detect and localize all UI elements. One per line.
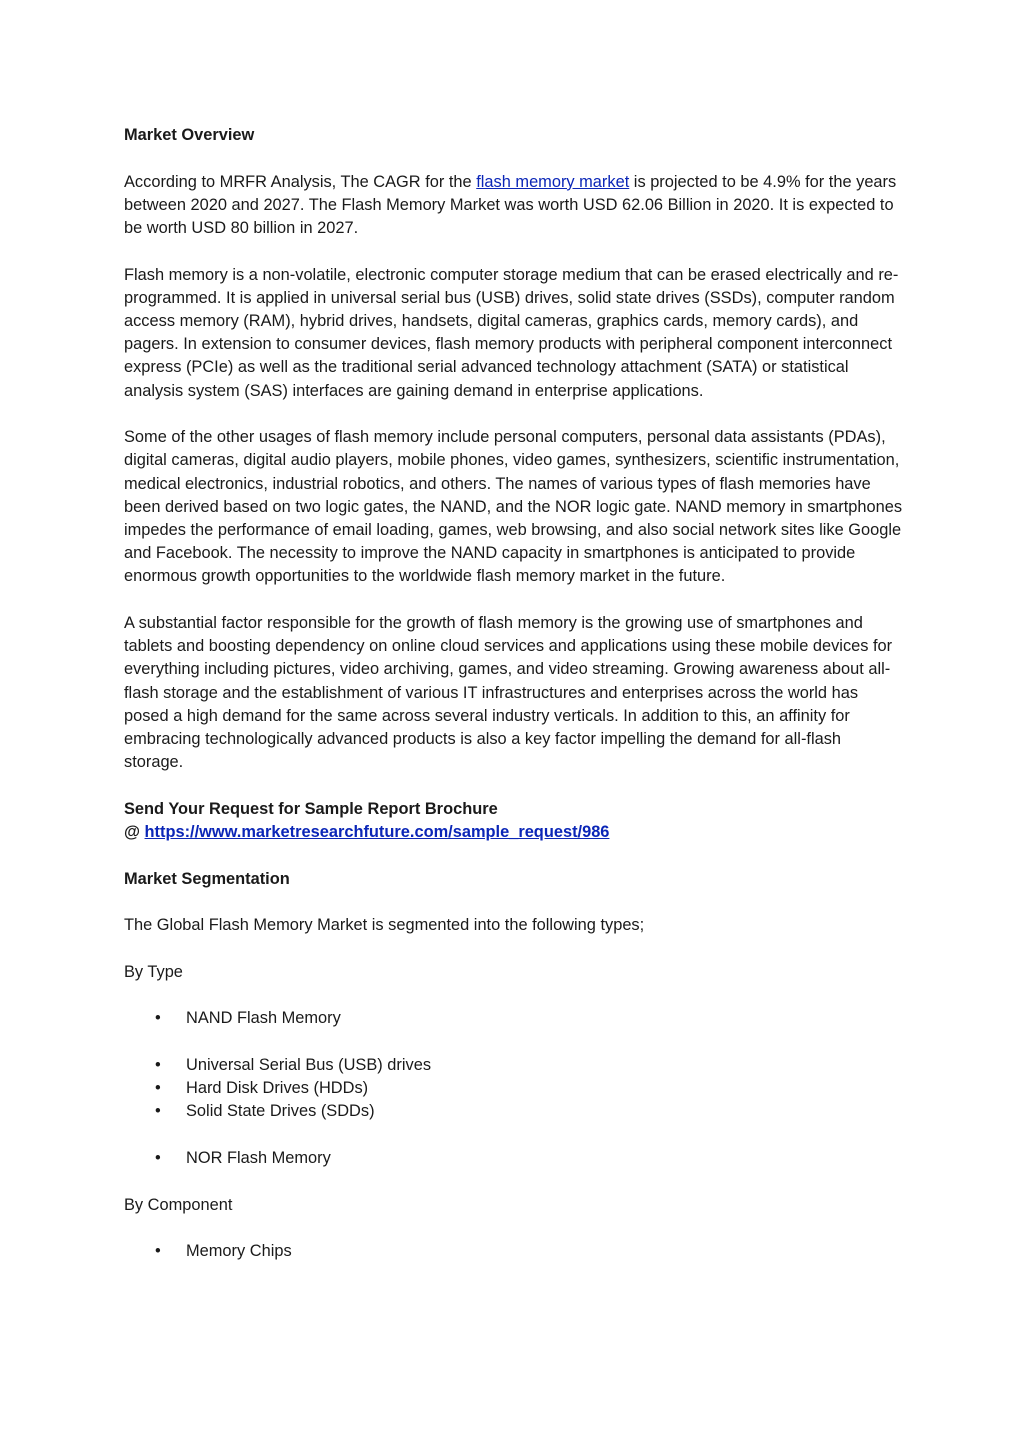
- market-segmentation-heading: Market Segmentation: [124, 869, 290, 888]
- spacer: [124, 984, 904, 1007]
- flash-memory-market-link[interactable]: flash memory market: [476, 172, 630, 191]
- spacer: [124, 1031, 904, 1054]
- by-type-label: By Type: [124, 962, 183, 981]
- component-list-group-1: [124, 1240, 904, 1263]
- list-item: [124, 1007, 904, 1030]
- segmentation-intro: The Global Flash Memory Market is segmented into the following types;: [124, 916, 645, 935]
- sample-request-line: [124, 821, 904, 844]
- type-list-group-2: [124, 1054, 904, 1124]
- bullet-icon: •: [155, 1009, 161, 1028]
- spacer: [124, 891, 904, 914]
- by-component-label: By Component: [124, 1195, 233, 1214]
- type-list-group-1: [124, 1007, 904, 1030]
- overview-paragraph-2: Flash memory is a non-volatile, electronic computer storage medium that can be erased electrically and re-programmed. It is applied in universal serial bus (USB) drives, solid state drives (SSDs), computer random access memory (RAM), hybrid drives, handsets, digital cameras, graphics cards, memory cards), and pagers. In extension to consumer devices, flash memory products with peripheral component interconnect express (PCIe) as well as the traditional serial advanced technology attachment (SATA) or statistical analysis system (SAS) interfaces are gaining demand in enterprise applications.: [124, 265, 899, 400]
- list-item-text: Solid State Drives (SDDs): [186, 1102, 375, 1121]
- spacer: [124, 1170, 904, 1193]
- spacer: [124, 937, 904, 960]
- bullet-icon: •: [155, 1149, 161, 1167]
- spacer: [124, 844, 904, 867]
- bullet-icon: •: [155, 1079, 161, 1098]
- list-item-text: NOR Flash Memory: [186, 1149, 331, 1167]
- sample-request-prefix: @: [124, 823, 145, 842]
- list-item: [124, 1240, 904, 1263]
- spacer: [124, 1124, 904, 1147]
- spacer: [124, 240, 904, 263]
- list-item: [124, 1054, 904, 1077]
- bullet-icon: •: [155, 1242, 161, 1261]
- overview-paragraph-3: Some of the other usages of flash memory include personal computers, personal data assistants (PDAs), digital cameras, digital audio players, mobile phones, video games, synthesizers, scientific instrumentation, medical electronics, industrial robotics, and others. The names of various types of flash memories have been derived based on two logic gates, the NAND, and the NOR logic gate. NAND memory in smartphones impedes the performance of email loading, games, web browsing, and also social network sites like Google and Facebook. The necessity to improve the NAND capacity in smartphones is anticipated to provide enormous growth opportunities to the worldwide flash memory market in the future.: [124, 428, 903, 586]
- list-item-text: Universal Serial Bus (USB) drives: [186, 1056, 432, 1074]
- sample-request-link[interactable]: https://www.marketresearchfuture.com/sample_request/986: [144, 823, 610, 842]
- spacer: [124, 403, 904, 426]
- list-item-text: Hard Disk Drives (HDDs): [186, 1079, 369, 1098]
- list-item-text: NAND Flash Memory: [186, 1009, 341, 1028]
- list-item: [124, 1100, 904, 1123]
- spacer: [124, 589, 904, 612]
- market-overview-heading: Market Overview: [124, 126, 255, 144]
- document-page: [124, 124, 904, 1263]
- list-item: [124, 1147, 904, 1170]
- list-item-text: Memory Chips: [186, 1242, 292, 1261]
- bullet-icon: •: [155, 1056, 161, 1074]
- spacer: [124, 1217, 904, 1240]
- overview-p1-text-after: is projected to be 4.9% for the years between 2020 and 2027. The Flash Memory Market was worth USD 62.06 Billion in 2020. It is expected to be worth USD 80 billion in 2027.: [124, 172, 897, 237]
- spacer: [124, 774, 904, 797]
- bullet-icon: •: [155, 1102, 161, 1121]
- type-list-group-3: [124, 1147, 904, 1170]
- overview-paragraph-4: A substantial factor responsible for the growth of flash memory is the growing use of smartphones and tablets and boosting dependency on online cloud services and applications using these mobile devices for everything including pictures, video archiving, games, and video streaming. Growing awareness about all-flash storage and the establishment of various IT infrastructures and enterprises across the world has posed a high demand for the same across several industry verticals. In addition to this, an affinity for embracing technologically advanced products is also a key factor impelling the demand for all-flash storage.: [124, 614, 893, 772]
- overview-paragraph-1: [124, 171, 904, 241]
- spacer: [124, 147, 904, 170]
- list-item: [124, 1077, 904, 1100]
- overview-p1-text-before: According to MRFR Analysis, The CAGR for the: [124, 172, 477, 191]
- sample-request-heading: Send Your Request for Sample Report Brochure: [124, 799, 498, 818]
